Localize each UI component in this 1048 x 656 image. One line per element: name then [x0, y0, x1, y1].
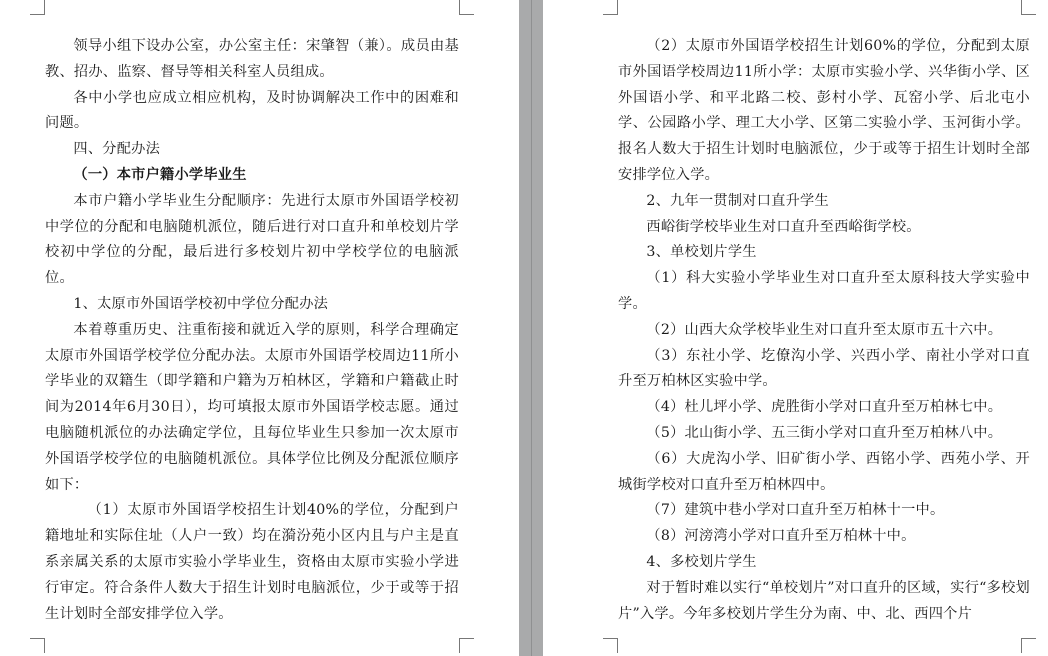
paragraph: 西峪街学校毕业生对口直升至西峪街学校。 [646, 218, 921, 235]
crop-mark-bottom-right [1021, 638, 1036, 653]
paragraph: （2）太原市外国语学校招生计划60%的学位，分配到太原市外国语学校周边11所小学：太原市实验小学、兴华街小学、区外国语小学、和平北路二校、彭村小学、瓦窑小学、后北屯小学、公园路小学、理工大小学、区第二实验小学、玉河街小学。报名人数大于招生计划时电脑派位，少于或等于招生计划时全部安排学位入学。 [618, 38, 1030, 183]
crop-mark-bottom-left [30, 638, 45, 653]
paragraph: 本市户籍小学毕业生分配顺序：先进行太原市外国语学校初中学位的分配和电脑随机派位，随后进行对口直升和单校划片学校初中学位的分配，最后进行多校划片初中学校学位的电脑派位。 [45, 192, 459, 287]
list-item: （3）东社小学、圪僚沟小学、兴西小学、南社小学对口直升至万柏林区实验中学。 [618, 347, 1030, 390]
crop-mark-top-left [30, 0, 45, 15]
right-page-body[interactable] [618, 34, 1030, 627]
paragraph: 领导小组下设办公室，办公室主任：宋肇智（兼）。成员由基教、招办、监察、督导等相关科室人员组成。 [45, 38, 459, 80]
document-page-left [0, 0, 519, 656]
list-item: （6）大虎沟小学、旧矿街小学、西铭小学、西苑小学、开城街学校对口直升至万柏林四中。 [618, 450, 1030, 493]
paragraph: （1）太原市外国语学校招生计划40%的学位，分配到户籍地址和实际住址（人户一致）均在漪汾苑小区内且与户主是直系亲属关系的太原市实验小学毕业生，资格由太原市实验小学进行审定。符合条件人数大于招生计划时电脑派位，少于或等于招生计划时全部安排学位入学。 [45, 502, 459, 622]
item-heading: 1、太原市外国语学校初中学位分配办法 [73, 295, 329, 312]
paragraph: 本着尊重历史、注重衔接和就近入学的原则，科学合理确定太原市外国语学校学位分配办法。太原市外国语学校周边11所小学毕业的双籍生（即学籍和户籍为万柏林区，学籍和户籍截止时间为2014年6月30日），均可填报太原市外国语学校志愿。通过电脑随机派位的办法确定学位，且每位毕业生只参加一次太原市外国语学校学位的电脑随机派位。具体学位比例及分配派位顺序如下： [45, 321, 459, 493]
list-item: （4）杜儿坪小学、虎胜街小学对口直升至万柏林七中。 [646, 399, 1003, 416]
crop-mark-top-right [1021, 0, 1036, 15]
item-heading: 3、单校划片学生 [646, 244, 757, 261]
paragraph: 对于暂时难以实行“单校划片”对口直升的区域，实行“多校划片”入学。今年多校划片学生分为南、中、北、西四个片 [618, 579, 1030, 622]
list-item: （5）北山街小学、五三街小学对口直升至万柏林八中。 [646, 424, 1003, 441]
list-item: （7）建筑中巷小学对口直升至万柏林十一中。 [646, 502, 945, 519]
left-page-body[interactable] [45, 34, 459, 627]
page-divider [531, 0, 532, 656]
list-item: （2）山西大众学校毕业生对口直升至太原市五十六中。 [646, 321, 1003, 338]
subsection-heading: （一）本市户籍小学毕业生 [73, 166, 247, 183]
crop-mark-top-right [459, 0, 474, 15]
section-heading: 四、分配办法 [73, 141, 161, 158]
item-heading: 2、九年一贯制对口直升学生 [646, 192, 829, 209]
list-item: （1）科大实验小学毕业生对口直升至太原科技大学实验中学。 [618, 270, 1030, 312]
document-page-right [543, 0, 1048, 656]
crop-mark-bottom-right [459, 638, 474, 653]
crop-mark-bottom-left [603, 638, 618, 653]
paragraph: 各中小学也应成立相应机构，及时协调解决工作中的困难和问题。 [45, 89, 459, 132]
list-item: （8）河滂湾小学对口直升至万柏林十中。 [646, 528, 916, 545]
item-heading: 4、多校划片学生 [646, 553, 757, 570]
crop-mark-top-left [603, 0, 618, 15]
